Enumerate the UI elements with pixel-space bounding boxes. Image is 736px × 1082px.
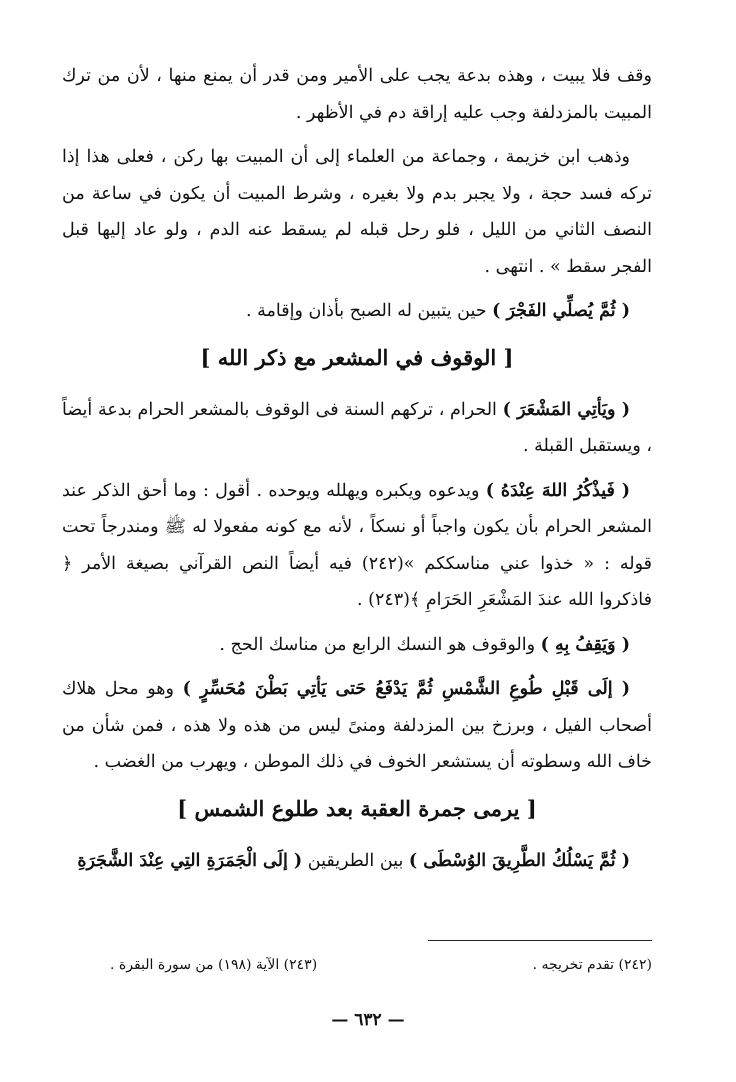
commentary-text: وهو محل هلاك أصحاب الفيل ، وبرزخ بين المزدلفة ومنىً ليس من هذه ولا هذه ، فمن شأن من خاف الله وسطوته أن يستشعر الخوف في ذلك الموطن ، ويهرب من الغضب . [62, 679, 652, 772]
page-number: — ٦٣٢ — [331, 1010, 405, 1030]
quote-text: ( ثُمَّ يَسْلُكُ الطَّرِيقَ الوُسْطَى ) [408, 850, 630, 871]
commentary-text: ويدعوه ويكبره ويهلله ويوحده . أقول : وما أحق الذكر عند المشعر الحرام بأن يكون واجباً أو نسكاً ، لأنه مع كونه مفعولا له ﷺ ومندرجاً تحت قوله : « خذوا عني مناسككم »(٢٤٢) فيه أيضاً النص القرآني بصيغة الأمر ﴿ فاذكروا الله عندَ المَشْعَرِ الحَرَامِ ﴾(٢٤٣) . [62, 480, 653, 610]
paragraph-1: وقف فلا يبيت ، وهذه بدعة يجب على الأمير ومن قدر أن يمنع منها ، لأن من ترك المبيت بالمزدلفة وجب عليه إراقة دم في الأظهر . [62, 66, 652, 123]
paragraph-2: وذهب ابن خزيمة ، وجماعة من العلماء إلى أن المبيت بها ركن ، فعلى هذا إذا تركه فسد حجة ، ولا يجبر بدم ولا بغيره ، وشرط المبيت أن يكون في ساعة من النصف الثاني من الليل ، فلو رحل قبله لم يسقط عنه الدم ، ولو عاد إليها قبل الفجر سقط » . انتهى . [62, 147, 652, 277]
paragraph-7 [62, 671, 652, 781]
commentary-text: والوقوف هو النسك الرابع من مناسك الحج . [219, 634, 536, 655]
quote-text: ( إلَى قَبْلِ طُوعِ الشَّمْسِ ثُمَّ يَدْفَعُ حَتى يَأتِي بَطْنَ مُحَسِّرٍ ) [182, 679, 630, 699]
quote-text: ( إلَى الْجَمَرَةِ التِي عِنْدَ الشَّجَرَةِ [77, 850, 303, 871]
footnote-242: (٢٤٢) تقدم تخريجه . [532, 957, 652, 973]
quote-text: ( ثُمَّ يُصلِّي الفَجْرَ ) [492, 301, 630, 321]
section-heading-1: [ الوقوف في المشعر مع ذكر الله ] [200, 344, 514, 370]
footnotes [110, 954, 652, 976]
quote-text: ( وَيَقِفُ بِهِ ) [540, 634, 630, 655]
paragraph-5 [62, 473, 652, 619]
commentary-text: الحرام ، تركهم السنة فى الوقوف بالمشعر الحرام بدعة أيضاً ، ويستقبل القبلة . [62, 399, 652, 456]
quote-text: ( ويَأتِي المَشْعَرَ ) [502, 399, 630, 420]
section-heading-2: [ يرمى جمرة العقبة بعد طلوع الشمس ] [177, 795, 537, 821]
paragraph-8 [62, 843, 652, 880]
quote-text: ( فَيذْكُرُ اللهَ عِنْدَهُ ) [485, 480, 630, 501]
paragraph-4 [62, 392, 652, 465]
commentary-text: بين الطريقين [307, 850, 404, 871]
paragraph-6 [62, 627, 652, 664]
commentary-text: حين يتبين له الصبح بأذان وإقامة . [246, 301, 487, 321]
footnote-243: (٢٤٣) الآية (١٩٨) من سورة البقرة . [110, 957, 318, 973]
main-text [62, 58, 652, 887]
paragraph-3 [62, 293, 652, 330]
footnote-divider [428, 940, 652, 941]
